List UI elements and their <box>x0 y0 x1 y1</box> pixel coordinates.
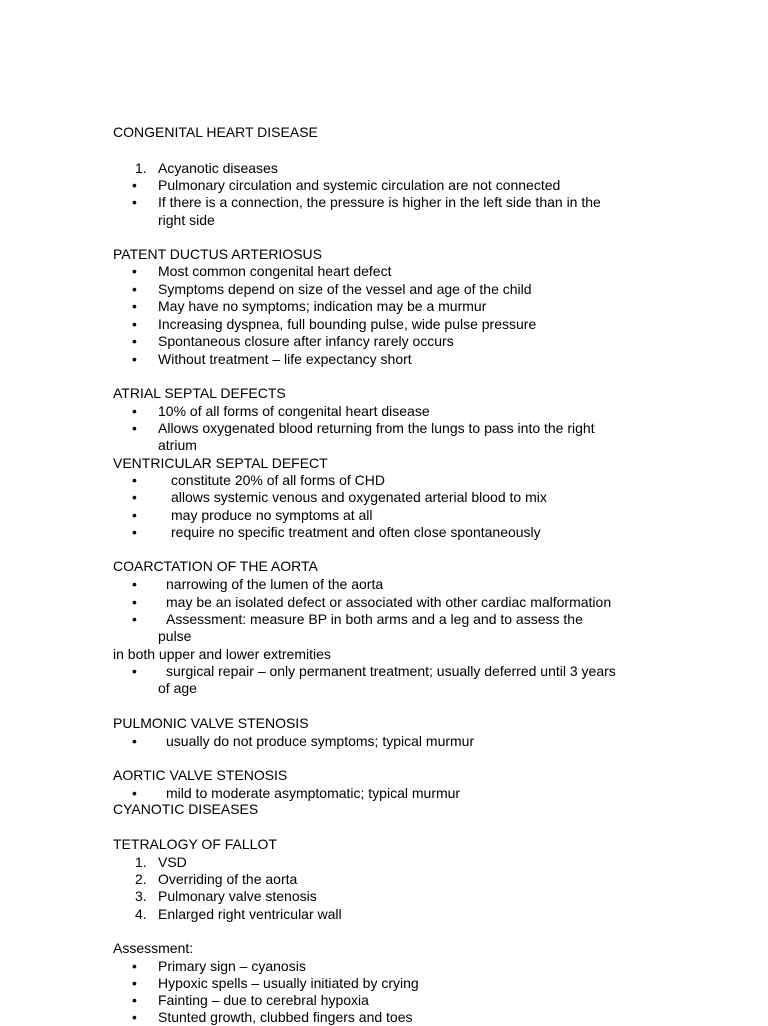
bullet: • <box>132 992 137 1008</box>
bullet: • <box>132 975 137 991</box>
section-heading: AORTIC VALVE STENOSIS <box>113 767 288 783</box>
list-number: 2. <box>135 871 147 887</box>
list-item-continuation: atrium <box>158 437 197 453</box>
list-item-continuation: right side <box>158 212 215 228</box>
list-number: 1. <box>135 854 147 870</box>
bullet: • <box>132 403 137 419</box>
section-heading: CYANOTIC DISEASES <box>113 801 259 817</box>
section-heading: Assessment: <box>113 940 194 956</box>
list-item: Fainting – due to cerebral hypoxia <box>158 992 369 1008</box>
bullet: • <box>132 298 137 314</box>
list-item: require no specific treatment and often close spontaneously <box>171 524 541 540</box>
list-item: Increasing dyspnea, full bounding pulse, wide pulse pressure <box>158 316 537 332</box>
bullet: • <box>132 594 137 610</box>
bullet: • <box>132 194 137 210</box>
list-item: Enlarged right ventricular wall <box>158 906 342 922</box>
list-item: Allows oxygenated blood returning from the lungs to pass into the right <box>158 420 595 436</box>
section-heading: ATRIAL SEPTAL DEFECTS <box>113 385 286 401</box>
section-heading: PATENT DUCTUS ARTERIOSUS <box>113 246 322 262</box>
bullet: • <box>132 472 137 488</box>
bullet: • <box>132 281 137 297</box>
bullet: • <box>132 333 137 349</box>
list-item: Without treatment – life expectancy short <box>158 351 412 367</box>
list-item: May have no symptoms; indication may be a murmur <box>158 298 487 314</box>
list-item: Assessment: measure BP in both arms and a leg and to assess the <box>166 611 583 627</box>
list-item: Spontaneous closure after infancy rarely occurs <box>158 333 454 349</box>
list-item: Stunted growth, clubbed fingers and toes <box>158 1009 413 1025</box>
bullet: • <box>132 524 137 540</box>
bullet: • <box>132 958 137 974</box>
list-item: Pulmonary circulation and systemic circulation are not connected <box>158 177 561 193</box>
list-item: Overriding of the aorta <box>158 871 298 887</box>
list-item: 10% of all forms of congenital heart disease <box>158 403 430 419</box>
list-item: Symptoms depend on size of the vessel and age of the child <box>158 281 532 297</box>
list-item: Acyanotic diseases <box>158 160 278 176</box>
bullet: • <box>132 489 137 505</box>
list-item: VSD <box>158 854 187 870</box>
list-item: mild to moderate asymptomatic; typical murmur <box>166 785 461 801</box>
bullet: • <box>132 177 137 193</box>
list-item: may produce no symptoms at all <box>171 507 373 523</box>
bullet: • <box>132 316 137 332</box>
bullet: • <box>132 263 137 279</box>
bullet: • <box>132 1009 137 1025</box>
bullet: • <box>132 507 137 523</box>
bullet: • <box>132 420 137 436</box>
list-item: may be an isolated defect or associated with other cardiac malformation <box>166 594 612 610</box>
section-heading: VENTRICULAR SEPTAL DEFECT <box>113 455 328 471</box>
list-item: Pulmonary valve stenosis <box>158 888 317 904</box>
list-item: If there is a connection, the pressure is higher in the left side than in the <box>158 194 601 210</box>
list-item: Hypoxic spells – usually initiated by crying <box>158 975 419 991</box>
bullet: • <box>132 351 137 367</box>
section-heading: PULMONIC VALVE STENOSIS <box>113 715 309 731</box>
list-item-continuation: in both upper and lower extremities <box>113 646 331 662</box>
list-item: surgical repair – only permanent treatment; usually deferred until 3 years <box>166 663 616 679</box>
document-title: CONGENITAL HEART DISEASE <box>113 124 318 140</box>
bullet: • <box>132 576 137 592</box>
list-item: constitute 20% of all forms of CHD <box>171 472 385 488</box>
bullet: • <box>132 611 137 627</box>
list-item: Primary sign – cyanosis <box>158 958 306 974</box>
bullet: • <box>132 733 137 749</box>
list-item-continuation: of age <box>158 680 197 696</box>
list-item: allows systemic venous and oxygenated arterial blood to mix <box>171 489 547 505</box>
list-number: 3. <box>135 888 147 904</box>
bullet: • <box>132 785 137 801</box>
list-number: 4. <box>135 906 147 922</box>
list-item: Most common congenital heart defect <box>158 263 392 279</box>
list-item: usually do not produce symptoms; typical murmur <box>166 733 475 749</box>
list-number: 1. <box>135 160 147 176</box>
section-heading: COARCTATION OF THE AORTA <box>113 558 318 574</box>
list-item: narrowing of the lumen of the aorta <box>166 576 384 592</box>
section-heading: TETRALOGY OF FALLOT <box>113 836 277 852</box>
list-item-continuation: pulse <box>158 628 192 644</box>
bullet: • <box>132 663 137 679</box>
